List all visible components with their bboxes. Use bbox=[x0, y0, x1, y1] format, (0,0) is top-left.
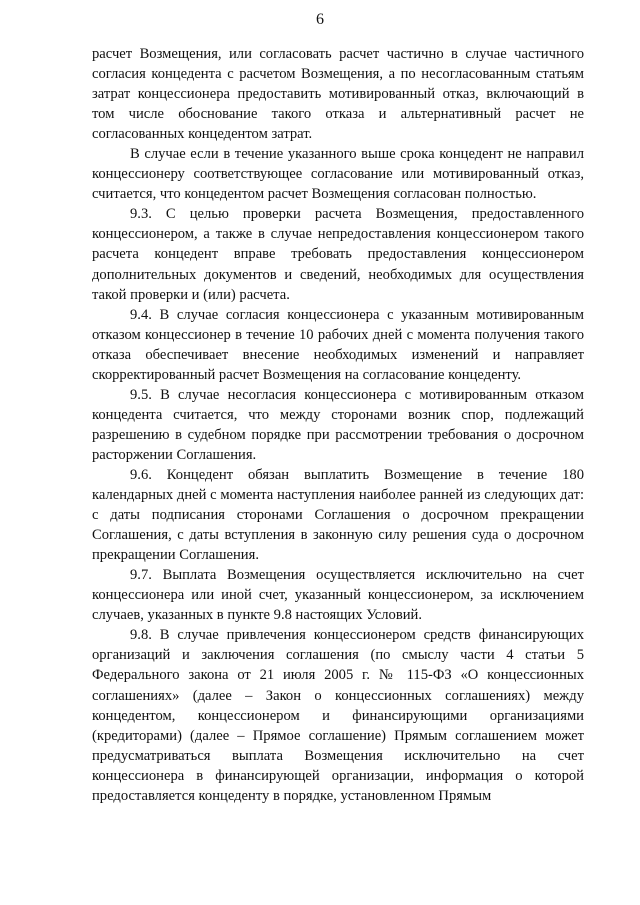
paragraph-no-response: В случае если в течение указанного выше срока концедент не направил концессионеру соответствующее согласование или мотивированный отказ, считается, что концедентом расчет Возмещения согласован полностью. bbox=[92, 146, 584, 203]
paragraph-9-3: 9.3. С целью проверки расчета Возмещения, предоставленного концессионером, а также в случае непредоставления концессионером такого расчета концедент вправе требовать предоставления концессионером дополнительных документов и сведений, необходимых для осуществления такой проверки и (или) расчета. bbox=[92, 206, 584, 303]
page-number: 6 bbox=[316, 11, 324, 28]
paragraph-continuation: расчет Возмещения, или согласовать расчет частично в случае частичного согласия концедента с расчетом Возмещения, а по несогласованным статьям затрат концессионера предоставить мотивированный отказ, включающий в том числе обоснование такого отказа и альтернативный расчет не согласованных концедентом затрат. bbox=[92, 46, 584, 143]
paragraph-9-7: 9.7. Выплата Возмещения осуществляется исключительно на счет концессионера или иной счет, указанный концессионером, за исключением случаев, указанных в пункте 9.8 настоящих Условий. bbox=[92, 567, 584, 624]
paragraph-9-5: 9.5. В случае несогласия концессионера с мотивированным отказом концедента считается, что между сторонами возник спор, подлежащий разрешению в судебном порядке при рассмотрении требования о досрочном расторжении Соглашения. bbox=[92, 386, 584, 463]
paragraph-9-8: 9.8. В случае привлечения концессионером средств финансирующих организаций и заключения соглашения (по смыслу части 4 статьи 5 Федерального закона от 21 июля 2005 г. № 115-ФЗ «О концессионных соглашениях» (далее – Закон о концессионных соглашениях) между концедентом, концессионером и финансирующими организациями (кредиторами) (далее – Прямое соглашение) Прямым соглашением может предусматриваться выплата Возмещения исключительно на счет концессионера в финансирующей организации, информация о которой предоставляется концеденту в порядке, установленном Прямым bbox=[92, 627, 584, 804]
document-body bbox=[92, 44, 584, 806]
paragraph-9-6: 9.6. Концедент обязан выплатить Возмещение в течение 180 календарных дней с момента наступления наиболее ранней из следующих дат: с даты подписания сторонами Соглашения о досрочном прекращении Соглашения, с даты вступления в законную силу решения суда о досрочном прекращении Соглашения. bbox=[92, 466, 584, 564]
paragraph-9-4: 9.4. В случае согласия концессионера с указанным мотивированным отказом концессионер в течение 10 рабочих дней с момента получения такого отказа обеспечивает внесение необходимых изменений и направляет скорректированный расчет Возмещения на согласование концеденту. bbox=[92, 306, 584, 383]
